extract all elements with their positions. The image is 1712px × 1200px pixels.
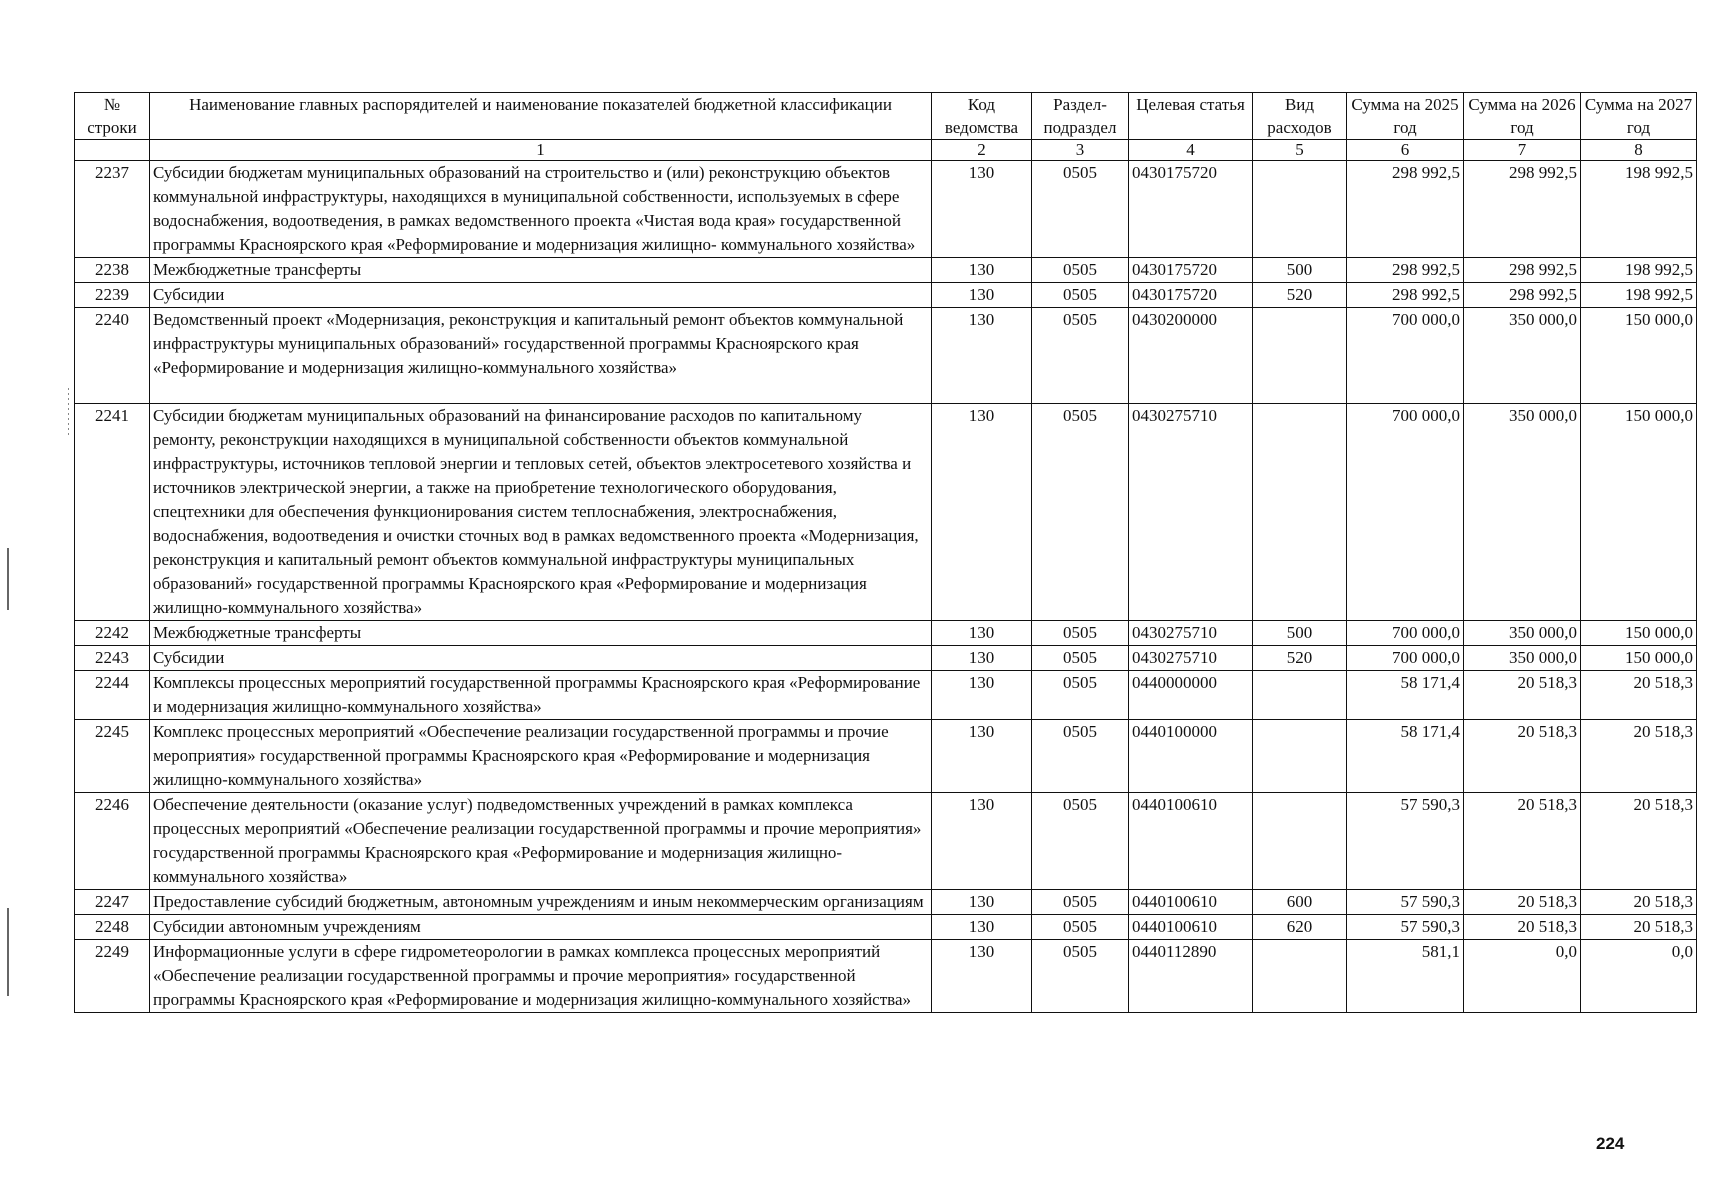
row-name: Субсидии <box>150 646 932 671</box>
table-row <box>75 915 1697 940</box>
row-target-article: 0440100000 <box>1129 720 1253 793</box>
row-sum-2025: 58 171,4 <box>1347 720 1464 793</box>
scan-margin-mark <box>7 908 9 996</box>
row-sum-2026: 20 518,3 <box>1464 671 1581 720</box>
row-sum-2025: 700 000,0 <box>1347 404 1464 621</box>
column-number: 6 <box>1347 140 1464 161</box>
row-section: 0505 <box>1032 283 1129 308</box>
row-sum-2026: 350 000,0 <box>1464 621 1581 646</box>
row-name: Обеспечение деятельности (оказание услуг) подведомственных учреждений в рамках комплекса процессных мероприятий «Обеспечение реализации государственной программы и прочие мероприятия» государственной программы Красноярского края «Реформирование и модернизация жилищно-коммунального хозяйства» <box>150 793 932 890</box>
row-expense-type: 500 <box>1253 621 1347 646</box>
row-section: 0505 <box>1032 940 1129 1013</box>
row-sum-2027: 20 518,3 <box>1581 720 1697 793</box>
row-target-article: 0430275710 <box>1129 404 1253 621</box>
header-sum-2026: Сумма на 2026 год <box>1464 93 1581 140</box>
row-number: 2238 <box>75 258 150 283</box>
row-sum-2026: 298 992,5 <box>1464 258 1581 283</box>
row-target-article: 0440100610 <box>1129 793 1253 890</box>
row-section: 0505 <box>1032 404 1129 621</box>
row-number: 2246 <box>75 793 150 890</box>
row-sum-2026: 20 518,3 <box>1464 720 1581 793</box>
row-department-code: 130 <box>932 671 1032 720</box>
header-row-number: № строки <box>75 93 150 140</box>
column-number: 4 <box>1129 140 1253 161</box>
row-name: Комплекс процессных мероприятий «Обеспечение реализации государственной программы и прочие мероприятия» государственной программы Красноярского края «Реформирование и модернизация жилищно-коммунального хозяйства» <box>150 720 932 793</box>
row-department-code: 130 <box>932 646 1032 671</box>
header-section: Раздел-подраздел <box>1032 93 1129 140</box>
row-sum-2027: 198 992,5 <box>1581 161 1697 258</box>
row-sum-2026: 20 518,3 <box>1464 890 1581 915</box>
row-sum-2027: 0,0 <box>1581 940 1697 1013</box>
row-target-article: 0440100610 <box>1129 915 1253 940</box>
row-department-code: 130 <box>932 940 1032 1013</box>
row-expense-type <box>1253 793 1347 890</box>
row-department-code: 130 <box>932 793 1032 890</box>
row-section: 0505 <box>1032 161 1129 258</box>
table-row <box>75 671 1697 720</box>
scan-margin-mark <box>7 548 9 610</box>
table-row <box>75 646 1697 671</box>
header-expense-type: Вид расходов <box>1253 93 1347 140</box>
table-row <box>75 940 1697 1013</box>
row-sum-2025: 298 992,5 <box>1347 283 1464 308</box>
row-number: 2247 <box>75 890 150 915</box>
row-sum-2027: 20 518,3 <box>1581 890 1697 915</box>
row-sum-2026: 350 000,0 <box>1464 404 1581 621</box>
row-sum-2025: 700 000,0 <box>1347 646 1464 671</box>
row-sum-2025: 57 590,3 <box>1347 890 1464 915</box>
header-department-code: Код ведомства <box>932 93 1032 140</box>
row-sum-2027: 150 000,0 <box>1581 621 1697 646</box>
row-sum-2025: 298 992,5 <box>1347 258 1464 283</box>
row-expense-type <box>1253 161 1347 258</box>
row-target-article: 0430200000 <box>1129 308 1253 404</box>
row-number: 2248 <box>75 915 150 940</box>
row-expense-type: 520 <box>1253 646 1347 671</box>
row-target-article: 0440100610 <box>1129 890 1253 915</box>
row-sum-2027: 20 518,3 <box>1581 671 1697 720</box>
column-number: 7 <box>1464 140 1581 161</box>
header-sum-2025: Сумма на 2025 год <box>1347 93 1464 140</box>
row-sum-2026: 20 518,3 <box>1464 915 1581 940</box>
row-sum-2026: 350 000,0 <box>1464 308 1581 404</box>
row-sum-2026: 20 518,3 <box>1464 793 1581 890</box>
column-number: 8 <box>1581 140 1697 161</box>
row-target-article: 0430175720 <box>1129 258 1253 283</box>
row-sum-2025: 57 590,3 <box>1347 915 1464 940</box>
row-expense-type: 600 <box>1253 890 1347 915</box>
row-name: Межбюджетные трансферты <box>150 258 932 283</box>
row-sum-2027: 150 000,0 <box>1581 308 1697 404</box>
row-department-code: 130 <box>932 915 1032 940</box>
row-sum-2025: 298 992,5 <box>1347 161 1464 258</box>
row-department-code: 130 <box>932 621 1032 646</box>
row-name: Информационные услуги в сфере гидрометеорологии в рамках комплекса процессных мероприятий «Обеспечение реализации государственной программы и прочие мероприятия» государственной программы Красноярского края «Реформирование и модернизация жилищно-коммунального хозяйства» <box>150 940 932 1013</box>
row-sum-2027: 150 000,0 <box>1581 404 1697 621</box>
row-expense-type <box>1253 404 1347 621</box>
row-number: 2242 <box>75 621 150 646</box>
row-section: 0505 <box>1032 646 1129 671</box>
row-department-code: 130 <box>932 258 1032 283</box>
row-sum-2026: 298 992,5 <box>1464 161 1581 258</box>
row-sum-2025: 581,1 <box>1347 940 1464 1013</box>
row-section: 0505 <box>1032 621 1129 646</box>
header-name: Наименование главных распорядителей и наименование показателей бюджетной классификации <box>150 93 932 140</box>
column-number <box>75 140 150 161</box>
row-target-article: 0440000000 <box>1129 671 1253 720</box>
row-name: Комплексы процессных мероприятий государственной программы Красноярского края «Реформирование и модернизация жилищно-коммунального хозяйства» <box>150 671 932 720</box>
row-number: 2249 <box>75 940 150 1013</box>
row-expense-type <box>1253 720 1347 793</box>
row-sum-2027: 20 518,3 <box>1581 915 1697 940</box>
column-number-row <box>75 140 1697 161</box>
column-number: 3 <box>1032 140 1129 161</box>
column-number: 2 <box>932 140 1032 161</box>
row-section: 0505 <box>1032 915 1129 940</box>
table-row <box>75 890 1697 915</box>
header-target-article: Целевая статья <box>1129 93 1253 140</box>
row-target-article: 0440112890 <box>1129 940 1253 1013</box>
row-sum-2025: 700 000,0 <box>1347 308 1464 404</box>
row-sum-2026: 350 000,0 <box>1464 646 1581 671</box>
row-number: 2239 <box>75 283 150 308</box>
table-row <box>75 621 1697 646</box>
row-number: 2244 <box>75 671 150 720</box>
column-number: 1 <box>150 140 932 161</box>
row-expense-type <box>1253 671 1347 720</box>
row-section: 0505 <box>1032 671 1129 720</box>
row-department-code: 130 <box>932 890 1032 915</box>
row-name: Ведомственный проект «Модернизация, реконструкция и капитальный ремонт объектов коммунальной инфраструктуры муниципальных образований» государственной программы Красноярского края «Реформирование и модернизация жилищно-коммунального хозяйства» <box>150 308 932 404</box>
row-expense-type <box>1253 940 1347 1013</box>
row-target-article: 0430175720 <box>1129 283 1253 308</box>
row-target-article: 0430275710 <box>1129 621 1253 646</box>
table-row <box>75 161 1697 258</box>
header-row <box>75 93 1697 140</box>
row-sum-2026: 298 992,5 <box>1464 283 1581 308</box>
row-sum-2027: 150 000,0 <box>1581 646 1697 671</box>
row-expense-type <box>1253 308 1347 404</box>
row-sum-2025: 57 590,3 <box>1347 793 1464 890</box>
row-expense-type: 620 <box>1253 915 1347 940</box>
row-sum-2027: 198 992,5 <box>1581 258 1697 283</box>
row-number: 2237 <box>75 161 150 258</box>
row-department-code: 130 <box>932 283 1032 308</box>
header-sum-2027: Сумма на 2027 год <box>1581 93 1697 140</box>
budget-table-container <box>74 92 1696 1013</box>
row-name: Субсидии бюджетам муниципальных образований на строительство и (или) реконструкцию объектов коммунальной инфраструктуры, находящихся в муниципальной собственности, используемых в сфере водоснабжения, водоотведения, в рамках ведомственного проекта «Чистая вода края» государственной программы Красноярского края «Реформирование и модернизация жилищно- коммунального хозяйства» <box>150 161 932 258</box>
table-row <box>75 793 1697 890</box>
table-row <box>75 404 1697 621</box>
row-section: 0505 <box>1032 890 1129 915</box>
scan-margin-dots <box>68 388 69 436</box>
row-name: Межбюджетные трансферты <box>150 621 932 646</box>
row-section: 0505 <box>1032 308 1129 404</box>
row-name: Предоставление субсидий бюджетным, автономным учреждениям и иным некоммерческим организациям <box>150 890 932 915</box>
table-row <box>75 720 1697 793</box>
table-row <box>75 308 1697 404</box>
row-name: Субсидии автономным учреждениям <box>150 915 932 940</box>
row-expense-type: 520 <box>1253 283 1347 308</box>
row-sum-2027: 20 518,3 <box>1581 793 1697 890</box>
table-row <box>75 283 1697 308</box>
row-target-article: 0430175720 <box>1129 161 1253 258</box>
page-number: 224 <box>1596 1134 1625 1153</box>
column-number: 5 <box>1253 140 1347 161</box>
row-number: 2245 <box>75 720 150 793</box>
row-sum-2025: 58 171,4 <box>1347 671 1464 720</box>
row-sum-2027: 198 992,5 <box>1581 283 1697 308</box>
row-sum-2025: 700 000,0 <box>1347 621 1464 646</box>
row-number: 2240 <box>75 308 150 404</box>
row-number: 2243 <box>75 646 150 671</box>
row-section: 0505 <box>1032 258 1129 283</box>
row-section: 0505 <box>1032 720 1129 793</box>
row-department-code: 130 <box>932 308 1032 404</box>
row-name: Субсидии бюджетам муниципальных образований на финансирование расходов по капитальному ремонту, реконструкции находящихся в муниципальной собственности объектов коммунальной инфраструктуры, источников тепловой энергии и тепловых сетей, объектов электросетевого хозяйства и источников электрической энергии, а также на приобретение технологического оборудования, спецтехники для обеспечения функционирования систем теплоснабжения, электроснабжения, водоснабжения, водоотведения и очистки сточных вод в рамках ведомственного проекта «Модернизация, реконструкция и капитальный ремонт объектов коммунальной инфраструктуры муниципальных образований» государственной программы Красноярского края «Реформирование и модернизация жилищно-коммунального хозяйства» <box>150 404 932 621</box>
row-name: Субсидии <box>150 283 932 308</box>
row-section: 0505 <box>1032 793 1129 890</box>
row-expense-type: 500 <box>1253 258 1347 283</box>
row-target-article: 0430275710 <box>1129 646 1253 671</box>
row-number: 2241 <box>75 404 150 621</box>
budget-table <box>74 92 1697 1013</box>
row-department-code: 130 <box>932 720 1032 793</box>
row-department-code: 130 <box>932 404 1032 621</box>
table-row <box>75 258 1697 283</box>
row-sum-2026: 0,0 <box>1464 940 1581 1013</box>
row-department-code: 130 <box>932 161 1032 258</box>
